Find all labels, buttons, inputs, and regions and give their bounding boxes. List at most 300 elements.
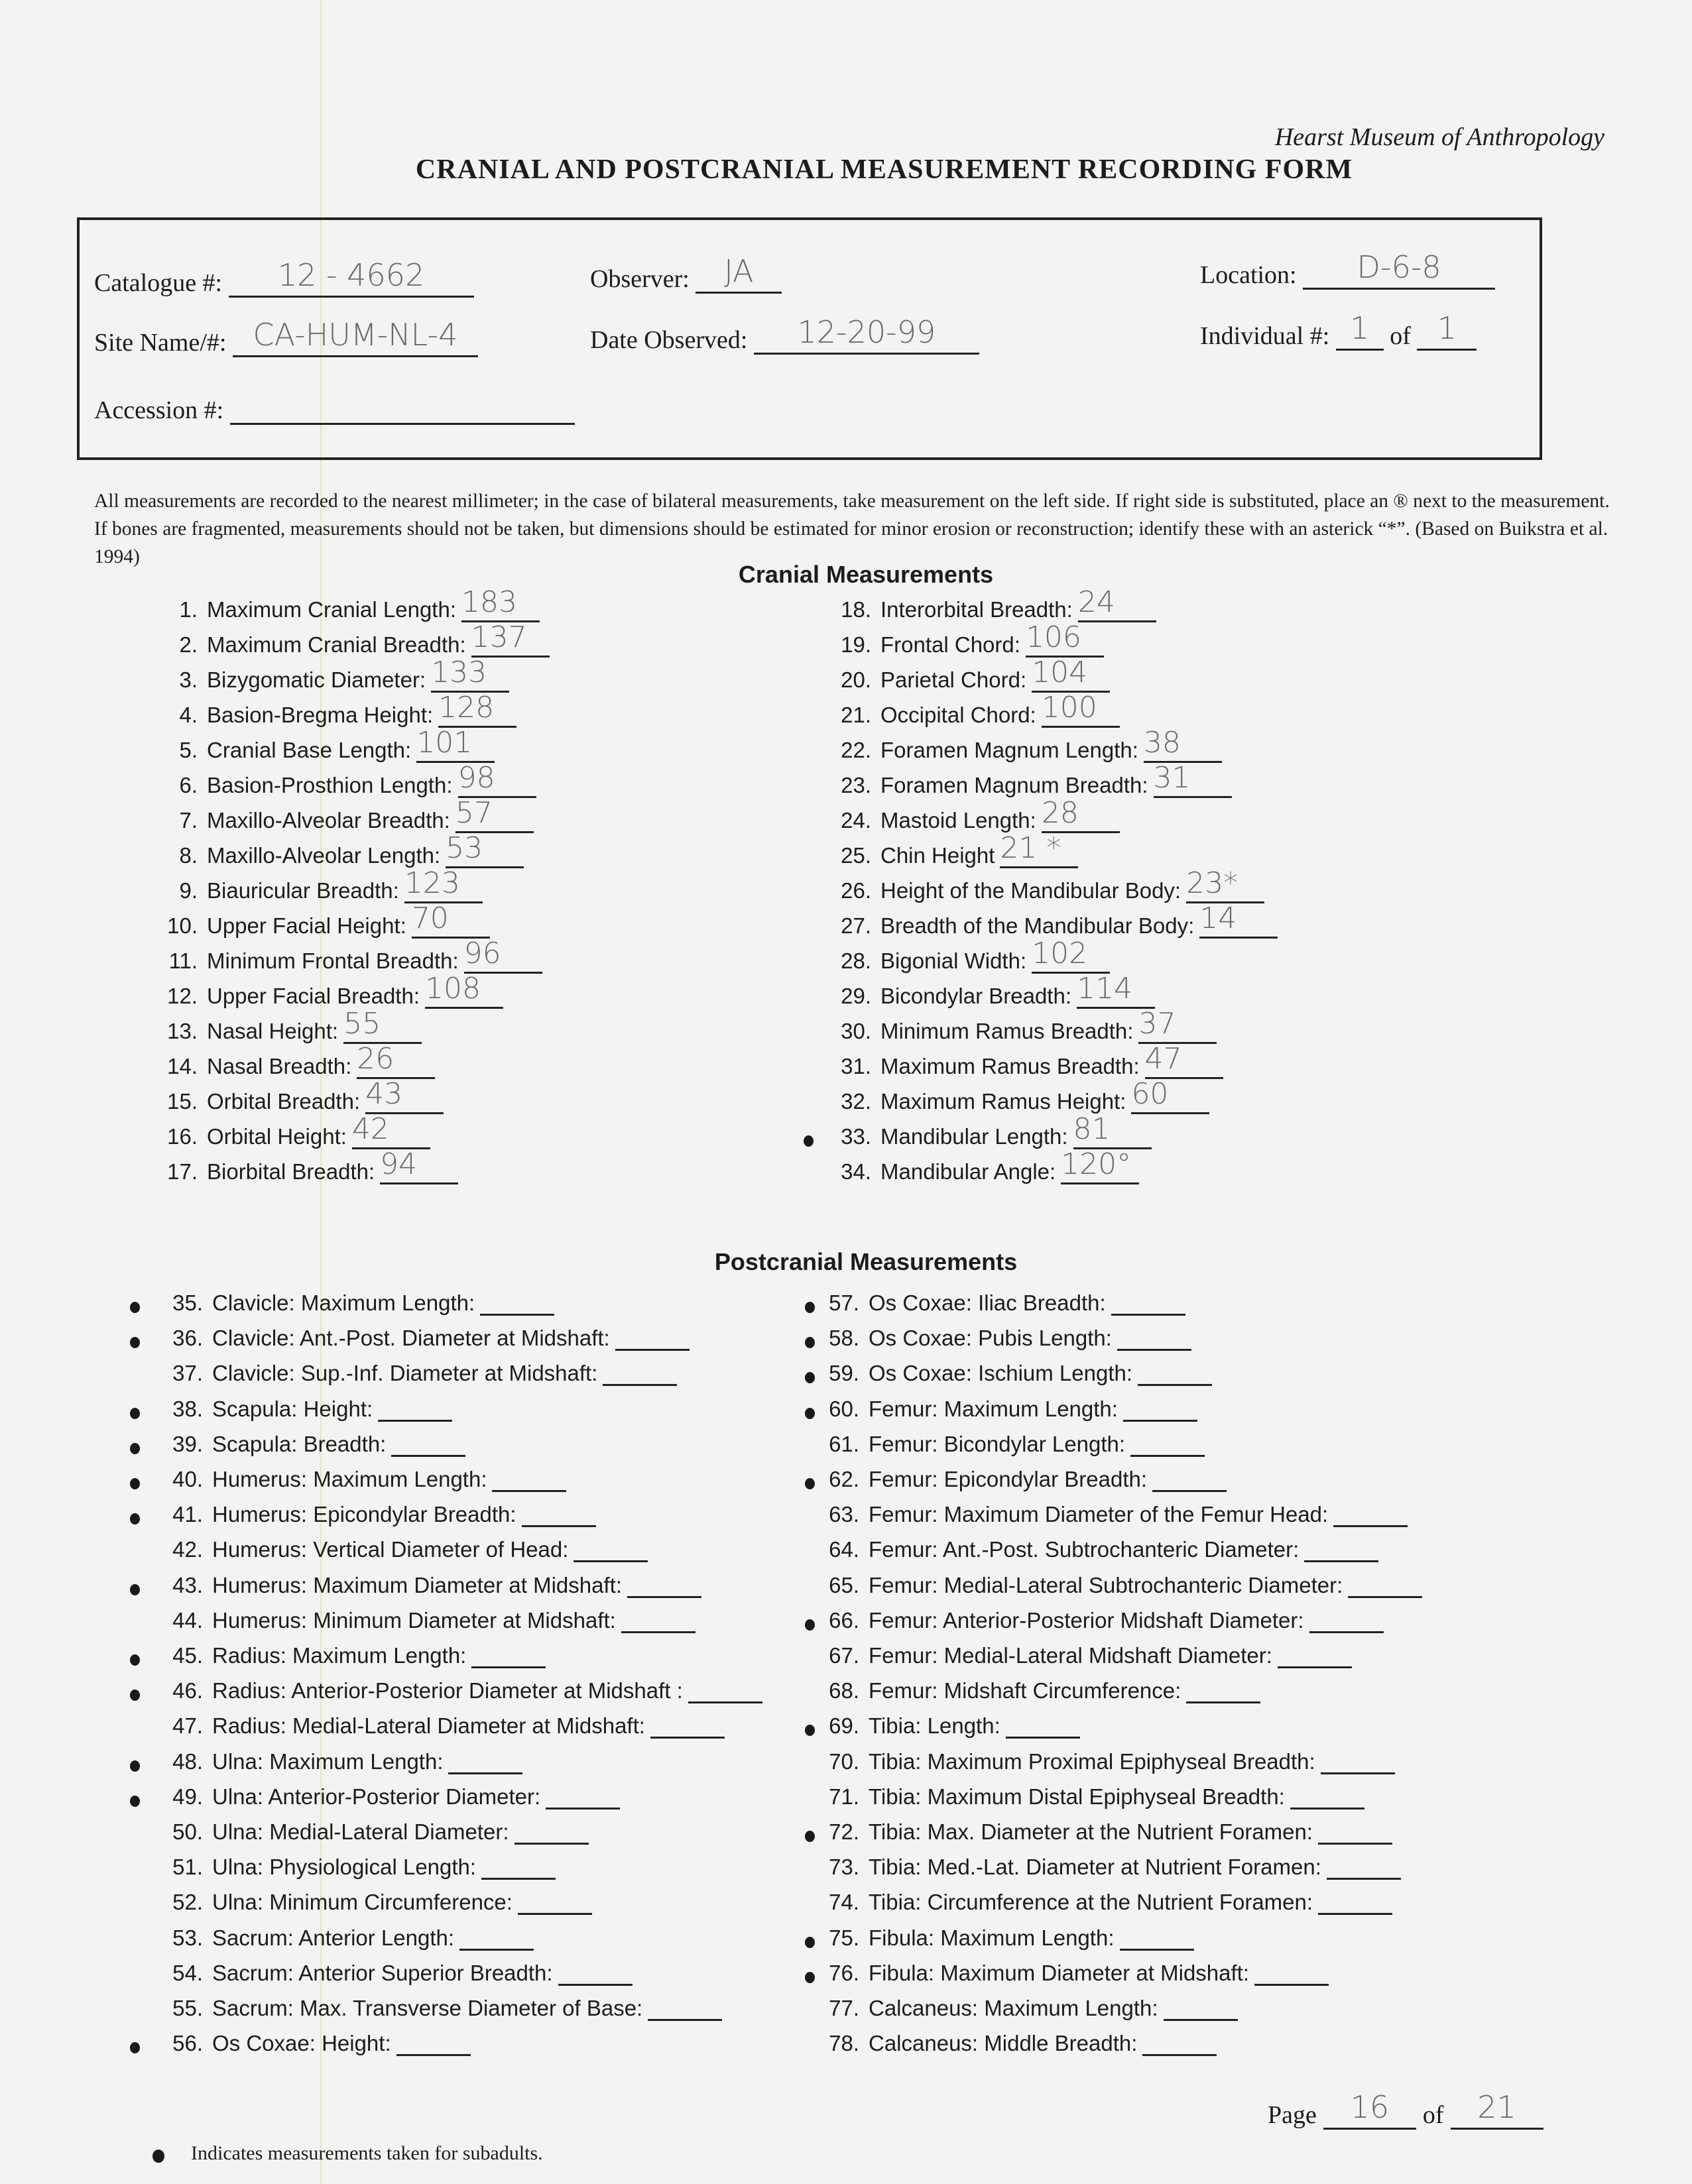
measurement-value: 96 [463, 937, 501, 970]
measurement-value: 100 [1041, 691, 1097, 724]
measurement-label: Orbital Breadth: [207, 1089, 361, 1114]
measurement-input[interactable] [391, 1431, 465, 1457]
measurement-label: Minimum Ramus Breadth: [880, 1019, 1134, 1043]
measurement-number: 62. [829, 1467, 859, 1491]
measurement-label: Maximum Cranial Breadth: [207, 632, 466, 657]
measurement-number: 25. [841, 843, 871, 868]
measurement-value: 60 [1131, 1077, 1169, 1111]
measurement-label: Maximum Cranial Length: [207, 597, 456, 622]
accession-input[interactable] [230, 394, 575, 425]
measurement-label: Sacrum: Max. Transverse Diameter of Base: [212, 1996, 643, 2020]
measurement-input[interactable] [416, 726, 495, 763]
measurement-input[interactable] [1199, 901, 1278, 939]
measurement-label: Tibia: Med.-Lat. Diameter at Nutrient Foramen: [869, 1855, 1321, 1880]
measurement-number: 6. [179, 773, 198, 797]
page-label: Page [1268, 2101, 1317, 2129]
measurement-value: 14 [1199, 901, 1237, 935]
measurement-row [154, 1147, 458, 1184]
measurement-row [806, 1784, 1364, 1810]
measurement-row [806, 1290, 1185, 1316]
measurement-input[interactable] [396, 2030, 471, 2056]
measurement-input[interactable] [558, 1960, 633, 1986]
measurement-row [806, 1960, 1329, 1986]
measurement-value: 70 [411, 901, 449, 935]
measurement-number: 19. [841, 632, 871, 657]
measurement-input[interactable] [1152, 1466, 1227, 1492]
measurement-input[interactable] [480, 1290, 554, 1316]
measurement-number: 35. [172, 1291, 203, 1315]
measurement-number: 56. [172, 2031, 203, 2056]
measurement-row [154, 1431, 465, 1457]
measurement-value: 57 [455, 796, 493, 830]
measurement-label: Femur: Maximum Length: [869, 1396, 1118, 1421]
measurement-number: 40. [172, 1467, 203, 1491]
measurement-input[interactable] [481, 1854, 556, 1880]
measurement-number: 74. [829, 1890, 859, 1915]
measurement-input[interactable] [1077, 972, 1155, 1009]
measurement-label: Mastoid Length: [880, 808, 1036, 833]
measurement-number: 45. [172, 1643, 203, 1668]
measurement-number: 21. [841, 703, 871, 727]
measurement-label: Foramen Magnum Length: [880, 738, 1138, 762]
measurement-row [154, 1819, 589, 1845]
measurement-input[interactable] [1073, 1112, 1152, 1149]
measurement-input[interactable] [1318, 1889, 1392, 1915]
measurement-value: 24 [1077, 585, 1115, 619]
measurement-label: Maximum Ramus Height: [880, 1089, 1126, 1114]
measurement-number: 13. [167, 1019, 198, 1043]
measurement-input[interactable] [431, 656, 509, 693]
measurement-row [827, 1042, 1223, 1079]
measurement-number: 51. [172, 1855, 203, 1880]
subadult-bullet-icon [805, 1408, 815, 1419]
measurement-input[interactable] [522, 1501, 596, 1527]
measurement-value: 108 [425, 972, 481, 1006]
measurement-input[interactable] [1077, 585, 1156, 622]
measurement-label: Bicondylar Breadth: [880, 984, 1071, 1008]
measurement-input[interactable] [1061, 1147, 1139, 1184]
page-value: 16 [1350, 2089, 1390, 2125]
measurement-input[interactable] [621, 1607, 695, 1633]
measurement-input[interactable] [1304, 1536, 1378, 1562]
measurement-label: Basion-Prosthion Length: [207, 773, 453, 797]
measurement-row [154, 1995, 722, 2021]
individual-value: 1 [1350, 310, 1370, 346]
measurement-input[interactable] [1254, 1960, 1329, 1986]
measurement-input[interactable] [1111, 1290, 1185, 1316]
measurement-input[interactable] [1278, 1642, 1352, 1668]
measurement-number: 17. [167, 1159, 198, 1184]
measurement-input[interactable] [688, 1678, 762, 1703]
measurement-row [806, 1713, 1080, 1739]
museum-name: Hearst Museum of Anthropology [1274, 123, 1604, 151]
observer-label: Observer: [590, 265, 690, 293]
measurement-label: Tibia: Length: [869, 1713, 1000, 1739]
measurement-number: 29. [841, 984, 871, 1008]
measurement-value: 53 [446, 831, 483, 865]
measurement-number: 20. [841, 667, 871, 692]
measurement-row [827, 1112, 1152, 1149]
measurement-label: Orbital Height: [207, 1124, 347, 1149]
measurement-label: Scapula: Breadth: [212, 1431, 387, 1456]
individual-total-input[interactable] [1417, 310, 1477, 351]
instructions-text: All measurements are recorded to the nearest millimeter; in the case of bilateral measurements, take measurement on the left side. If right side is substituted, place an ® next to the measurement. If bones are fragmented, measurements should not be taken, but dimensions should be estimated for minor erosion or reconstruction; identify these with an asterick “*”. (Based on Buikstra et al. 1994) [94, 490, 1610, 567]
measurement-number: 36. [172, 1326, 203, 1351]
measurement-row [827, 585, 1156, 622]
measurement-value: 28 [1041, 796, 1079, 830]
measurement-input[interactable] [574, 1536, 648, 1562]
measurement-number: 7. [179, 808, 198, 833]
date-input[interactable] [754, 314, 979, 355]
page-total-value: 21 [1477, 2089, 1516, 2125]
measurement-label: Humerus: Vertical Diameter of Head: [212, 1537, 569, 1562]
measurement-value: 26 [357, 1042, 394, 1076]
measurement-number: 64. [829, 1537, 859, 1562]
measurement-label: Height of the Mandibular Body: [880, 878, 1181, 903]
measurement-number: 23. [841, 773, 871, 797]
location-field [1200, 249, 1495, 290]
measurement-input[interactable] [546, 1784, 620, 1810]
site-field [94, 317, 478, 357]
measurement-row [154, 761, 536, 798]
subadult-bullet-icon [130, 1408, 140, 1419]
measurement-input[interactable] [1186, 1678, 1260, 1703]
measurement-number: 61. [829, 1431, 859, 1456]
measurement-number: 65. [829, 1572, 859, 1597]
measurement-input[interactable] [1348, 1572, 1422, 1598]
measurement-row [827, 796, 1120, 833]
measurement-input[interactable] [627, 1572, 701, 1598]
measurement-row [827, 1007, 1217, 1044]
measurement-input[interactable] [1321, 1749, 1395, 1774]
measurement-value: 42 [351, 1112, 389, 1146]
measurement-row [154, 1042, 435, 1079]
observer-input[interactable] [695, 253, 782, 294]
measurement-value: 98 [457, 761, 495, 795]
measurement-row [154, 1396, 452, 1422]
measurement-input[interactable] [1318, 1819, 1392, 1845]
measurement-input[interactable] [1000, 831, 1078, 868]
measurement-row [827, 831, 1078, 868]
legend-bullet-icon [152, 2150, 164, 2163]
measurement-label: Sacrum: Anterior Length: [212, 1925, 455, 1950]
measurement-row [154, 1077, 444, 1114]
date-value: 12-20-99 [797, 314, 936, 350]
measurement-value: 114 [1077, 972, 1132, 1006]
measurement-row [806, 1396, 1197, 1422]
measurement-label: Clavicle: Sup.-Inf. Diameter at Midshaft: [212, 1361, 598, 1386]
measurement-label: Femur: Ant.-Post. Subtrochanteric Diameter: [869, 1537, 1299, 1562]
measurement-value: 133 [431, 656, 487, 689]
measurement-input[interactable] [343, 1007, 422, 1044]
measurement-number: 1. [179, 597, 198, 622]
measurement-number: 26. [841, 878, 871, 903]
measurement-input[interactable] [1144, 1042, 1223, 1079]
site-input[interactable] [233, 317, 478, 357]
measurement-label: Calcaneus: Middle Breadth: [869, 2031, 1138, 2056]
individual-label: Individual #: [1200, 322, 1330, 350]
measurement-label: Radius: Maximum Length: [212, 1643, 467, 1668]
measurement-label: Femur: Medial-Lateral Subtrochanteric Diameter: [869, 1572, 1343, 1597]
measurement-row [827, 691, 1120, 728]
measurement-input[interactable] [1153, 761, 1232, 798]
measurement-input[interactable] [650, 1713, 725, 1739]
measurement-input[interactable] [1290, 1784, 1364, 1810]
measurement-input[interactable] [1025, 620, 1104, 658]
measurement-input[interactable] [357, 1042, 435, 1079]
measurement-number: 8. [179, 843, 198, 868]
measurement-input[interactable] [365, 1077, 444, 1114]
measurement-value: 31 [1153, 761, 1191, 795]
measurement-input[interactable] [455, 796, 534, 833]
measurement-label: Upper Facial Height: [207, 913, 406, 938]
measurement-number: 71. [829, 1784, 859, 1809]
measurement-input[interactable] [1123, 1396, 1197, 1422]
measurement-input[interactable] [1032, 937, 1110, 974]
measurement-label: Occipital Chord: [880, 703, 1036, 727]
measurement-number: 39. [172, 1431, 203, 1456]
measurement-number: 47. [172, 1713, 203, 1739]
subadult-bullet-icon [805, 1478, 815, 1489]
measurement-row [827, 761, 1232, 798]
measurement-value: 128 [438, 691, 495, 724]
measurement-label: Humerus: Maximum Diameter at Midshaft: [212, 1572, 622, 1597]
measurement-input[interactable] [1333, 1501, 1408, 1527]
subadult-bullet-icon [804, 1135, 814, 1147]
measurement-number: 38. [172, 1396, 203, 1421]
measurement-input[interactable] [1041, 691, 1120, 728]
measurement-input[interactable] [446, 831, 524, 868]
measurement-input[interactable] [603, 1360, 677, 1386]
measurement-input[interactable] [1186, 866, 1264, 903]
measurement-input[interactable] [1130, 1431, 1205, 1457]
measurement-label: Mandibular Length: [880, 1124, 1068, 1149]
measurement-input[interactable] [1138, 1007, 1217, 1044]
measurement-label: Ulna: Physiological Length: [212, 1855, 477, 1880]
measurement-label: Breadth of the Mandibular Body: [880, 913, 1195, 938]
measurement-number: 4. [179, 703, 198, 727]
measurement-label: Os Coxae: Iliac Breadth: [869, 1291, 1106, 1315]
measurement-row [154, 691, 516, 728]
postcranial-section-title: Postcranial Measurements [714, 1248, 1018, 1275]
measurement-label: Os Coxae: Height: [212, 2031, 391, 2056]
footnote: Indicates measurements taken for subadults. [191, 2142, 543, 2164]
measurement-number: 73. [829, 1855, 859, 1880]
subadult-bullet-icon [130, 1690, 140, 1701]
measurement-label: Tibia: Maximum Proximal Epiphyseal Breadth: [869, 1749, 1315, 1774]
measurement-label: Tibia: Max. Diameter at the Nutrient Foramen: [869, 1819, 1313, 1844]
measurement-number: 50. [172, 1819, 203, 1844]
measurement-row [154, 1678, 762, 1703]
catalogue-label: Catalogue #: [94, 269, 223, 297]
measurement-input[interactable] [514, 1819, 589, 1845]
measurement-number: 54. [172, 1960, 203, 1985]
site-label: Site Name/#: [94, 329, 227, 357]
subadult-bullet-icon [805, 1302, 815, 1313]
subadult-bullet-icon [130, 1654, 140, 1666]
individual-total-value: 1 [1437, 310, 1457, 346]
measurement-number: 76. [829, 1960, 859, 1985]
measurement-row [806, 1572, 1422, 1598]
accession-label: Accession #: [94, 396, 224, 424]
measurement-input[interactable] [492, 1466, 566, 1492]
subadult-bullet-icon [130, 1302, 140, 1313]
measurement-row [154, 1572, 701, 1598]
measurement-row [154, 1642, 546, 1668]
individual-input[interactable] [1336, 310, 1384, 351]
page-input[interactable] [1323, 2089, 1416, 2130]
measurement-label: Ulna: Minimum Circumference: [212, 1890, 513, 1915]
measurement-input[interactable] [518, 1889, 592, 1915]
measurement-row [827, 656, 1110, 693]
measurement-label: Bigonial Width: [880, 948, 1027, 973]
observer-value: JA [724, 253, 754, 289]
measurement-input[interactable] [648, 1995, 722, 2021]
measurement-label: Scapula: Height: [212, 1396, 373, 1421]
measurement-input[interactable] [404, 866, 483, 903]
measurement-input[interactable] [459, 1925, 534, 1951]
location-value: D-6-8 [1357, 249, 1441, 285]
measurement-label: Biauricular Breadth: [207, 878, 399, 903]
measurement-input[interactable] [438, 691, 516, 728]
measurement-input[interactable] [1327, 1854, 1401, 1880]
subadult-bullet-icon [130, 1584, 140, 1595]
measurement-number: 11. [168, 948, 198, 973]
measurement-row [806, 1995, 1238, 2021]
measurement-input[interactable] [1164, 1995, 1238, 2021]
measurement-value: 94 [380, 1147, 418, 1181]
date-field [590, 314, 979, 355]
measurement-number: 32. [841, 1089, 871, 1114]
measurement-row [806, 1431, 1205, 1457]
measurement-row [154, 1784, 620, 1810]
measurement-input[interactable] [1138, 1360, 1212, 1386]
measurement-label: Tibia: Maximum Distal Epiphyseal Breadth: [869, 1784, 1285, 1809]
measurement-value: 81 [1073, 1112, 1111, 1146]
measurement-number: 78. [829, 2031, 859, 2056]
subadult-bullet-icon [805, 1972, 815, 1983]
measurement-number: 22. [841, 738, 871, 762]
subadult-bullet-icon [130, 2042, 140, 2053]
measurement-input[interactable] [471, 1642, 546, 1668]
subadult-bullet-icon [805, 1937, 815, 1948]
measurement-row [806, 1360, 1212, 1386]
measurement-number: 69. [829, 1713, 859, 1739]
measurement-row [154, 1290, 554, 1316]
location-input[interactable] [1303, 249, 1495, 290]
measurement-number: 28. [841, 948, 871, 973]
catalogue-input[interactable] [229, 257, 474, 298]
measurement-label: Basion-Bregma Height: [207, 703, 434, 727]
subadult-bullet-icon [130, 1796, 140, 1807]
measurement-input[interactable] [448, 1749, 522, 1774]
measurement-label: Mandibular Angle: [880, 1159, 1056, 1184]
measurement-label: Maximum Ramus Breadth: [880, 1054, 1140, 1078]
measurement-row [154, 726, 495, 763]
measurement-number: 70. [829, 1749, 859, 1774]
measurement-number: 16. [167, 1124, 198, 1149]
measurement-input[interactable] [1117, 1325, 1191, 1351]
measurement-row [154, 1536, 648, 1562]
measurement-row [806, 1325, 1191, 1351]
measurement-input[interactable] [471, 620, 550, 658]
measurement-label: Tibia: Circumference at the Nutrient Foramen: [869, 1890, 1313, 1915]
measurement-row [827, 1147, 1139, 1184]
page-total-input[interactable] [1451, 2089, 1543, 2130]
measurement-row [154, 1960, 633, 1986]
measurement-value: 37 [1138, 1007, 1176, 1041]
measurement-label: Humerus: Minimum Diameter at Midshaft: [212, 1607, 616, 1633]
measurement-input[interactable] [463, 937, 542, 974]
measurement-row [806, 1501, 1408, 1527]
accession-field [94, 394, 575, 425]
measurement-label: Upper Facial Breadth: [207, 984, 420, 1008]
measurement-value: 38 [1143, 726, 1181, 760]
measurement-input[interactable] [425, 972, 503, 1009]
measurement-row [154, 796, 534, 833]
measurement-number: 67. [829, 1643, 859, 1668]
measurement-label: Os Coxae: Ischium Length: [869, 1361, 1133, 1386]
measurement-input[interactable] [1131, 1077, 1209, 1114]
measurement-row [806, 1607, 1384, 1633]
site-value: CA-HUM-NL-4 [253, 317, 458, 353]
measurement-number: 41. [172, 1502, 203, 1527]
measurement-number: 49. [172, 1784, 203, 1809]
measurement-number: 42. [172, 1537, 203, 1562]
measurement-input[interactable] [380, 1147, 458, 1184]
subadult-bullet-icon [130, 1337, 140, 1348]
measurement-value: 123 [404, 866, 460, 900]
measurement-input[interactable] [351, 1112, 430, 1149]
measurement-row [154, 1854, 556, 1880]
measurement-row [806, 1889, 1392, 1915]
measurement-label: Clavicle: Ant.-Post. Diameter at Midshaft: [212, 1326, 610, 1351]
subadult-bullet-icon [805, 1831, 815, 1842]
specimen-info-box [77, 217, 1542, 460]
measurement-input[interactable] [378, 1396, 452, 1422]
measurement-label: Humerus: Epicondylar Breadth: [212, 1502, 516, 1527]
measurement-input[interactable] [411, 901, 490, 939]
measurement-label: Foramen Magnum Breadth: [880, 773, 1148, 797]
measurement-input[interactable] [1041, 796, 1120, 833]
measurement-row [154, 2030, 471, 2056]
measurement-number: 66. [829, 1607, 859, 1633]
measurement-number: 3. [179, 667, 198, 692]
measurement-input[interactable] [615, 1325, 690, 1351]
measurement-number: 15. [167, 1089, 198, 1114]
measurement-label: Os Coxae: Pubis Length: [869, 1326, 1112, 1351]
measurement-label: Frontal Chord: [880, 632, 1020, 657]
subadult-bullet-icon [130, 1760, 140, 1772]
measurement-input[interactable] [1142, 2030, 1217, 2056]
catalogue-field [94, 257, 474, 298]
measurement-number: 75. [829, 1925, 859, 1950]
measurement-input[interactable] [461, 585, 540, 622]
measurement-row [154, 866, 483, 903]
measurement-input[interactable] [457, 761, 536, 798]
measurement-input[interactable] [1309, 1607, 1384, 1633]
measurement-input[interactable] [1006, 1713, 1080, 1739]
measurement-number: 9. [179, 878, 198, 903]
measurement-input[interactable] [1032, 656, 1110, 693]
measurement-row [154, 937, 542, 974]
measurement-input[interactable] [1143, 726, 1222, 763]
measurement-number: 48. [172, 1749, 203, 1774]
subadult-bullet-icon [805, 1619, 815, 1631]
measurement-input[interactable] [1120, 1925, 1194, 1951]
measurement-label: Fibula: Maximum Length: [869, 1925, 1115, 1950]
measurement-label: Fibula: Maximum Diameter at Midshaft: [869, 1960, 1250, 1985]
